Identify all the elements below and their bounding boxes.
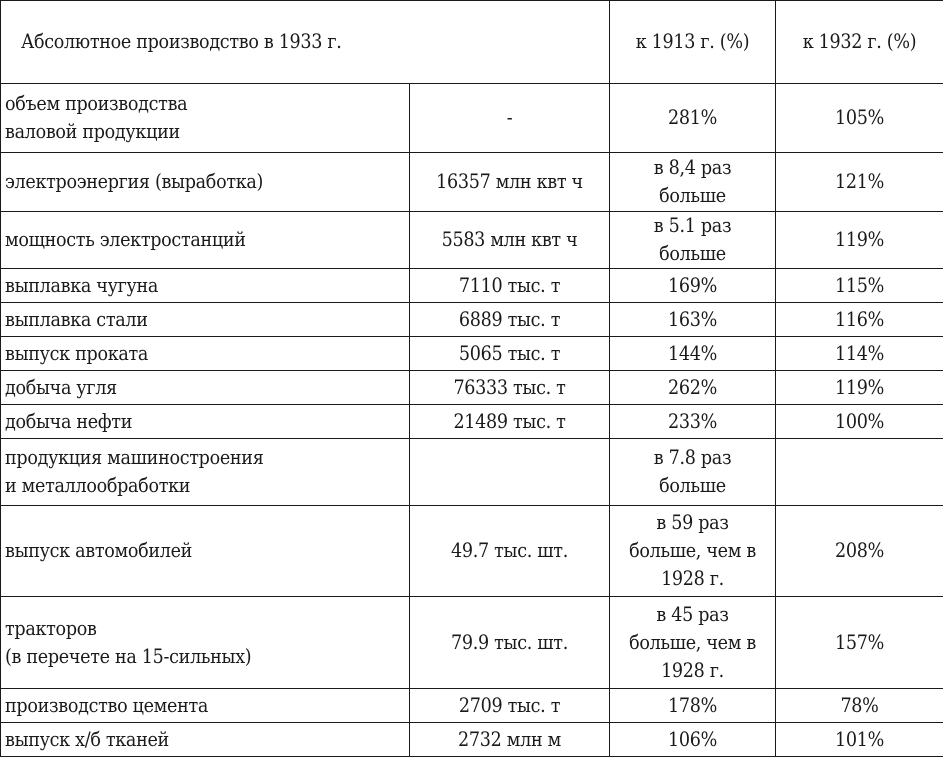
indicator-name: мощность электростанций — [1, 212, 410, 269]
indicator-name: продукция машиностроения и металлообработки — [1, 439, 410, 506]
header-absolute-production: Абсолютное производство в 1933 г. — [1, 1, 610, 84]
absolute-value: 7110 тыс. т — [410, 269, 610, 303]
table-row — [1, 153, 943, 212]
value-vs-1932 — [776, 439, 943, 506]
indicator-name: выпуск проката — [1, 337, 410, 371]
value-vs-1932: 121% — [776, 153, 943, 212]
value-vs-1932: 119% — [776, 371, 943, 405]
value-vs-1913: 106% — [610, 723, 776, 757]
table-row — [1, 303, 943, 337]
indicator-name: электроэнергия (выработка) — [1, 153, 410, 212]
indicator-name: добыча нефти — [1, 405, 410, 439]
indicator-name: выпуск автомобилей — [1, 506, 410, 597]
absolute-value: 2709 тыс. т — [410, 689, 610, 723]
value-vs-1913: в 5.1 раз больше — [610, 212, 776, 269]
absolute-value: 6889 тыс. т — [410, 303, 610, 337]
value-vs-1913: 281% — [610, 84, 776, 153]
value-vs-1913: 178% — [610, 689, 776, 723]
table-row — [1, 723, 943, 757]
value-vs-1932: 208% — [776, 506, 943, 597]
value-vs-1913: 163% — [610, 303, 776, 337]
header-vs-1913: к 1913 г. (%) — [610, 1, 776, 84]
indicator-name: производство цемента — [1, 689, 410, 723]
indicator-name: добыча угля — [1, 371, 410, 405]
value-vs-1932: 116% — [776, 303, 943, 337]
table-row — [1, 506, 943, 597]
table-row — [1, 212, 943, 269]
value-vs-1913: 233% — [610, 405, 776, 439]
value-vs-1913: в 59 раз больше, чем в 1928 г. — [610, 506, 776, 597]
value-vs-1913: 262% — [610, 371, 776, 405]
indicator-name: выпуск х/б тканей — [1, 723, 410, 757]
value-vs-1913: в 45 раз больше, чем в 1928 г. — [610, 597, 776, 689]
absolute-value: - — [410, 84, 610, 153]
value-vs-1913: в 7.8 раз больше — [610, 439, 776, 506]
absolute-value: 2732 млн м — [410, 723, 610, 757]
value-vs-1932: 78% — [776, 689, 943, 723]
value-vs-1913: 169% — [610, 269, 776, 303]
table-row — [1, 689, 943, 723]
value-vs-1932: 105% — [776, 84, 943, 153]
value-vs-1932: 157% — [776, 597, 943, 689]
indicator-name: выплавка стали — [1, 303, 410, 337]
absolute-value: 79.9 тыс. шт. — [410, 597, 610, 689]
absolute-value: 5583 млн квт ч — [410, 212, 610, 269]
value-vs-1932: 119% — [776, 212, 943, 269]
header-vs-1932: к 1932 г. (%) — [776, 1, 943, 84]
table-row — [1, 597, 943, 689]
value-vs-1932: 114% — [776, 337, 943, 371]
absolute-value: 49.7 тыс. шт. — [410, 506, 610, 597]
absolute-value: 76333 тыс. т — [410, 371, 610, 405]
table-row — [1, 439, 943, 506]
indicator-name: объем производства валовой продукции — [1, 84, 410, 153]
table-row — [1, 371, 943, 405]
header-row — [1, 1, 943, 84]
table-row — [1, 269, 943, 303]
value-vs-1932: 115% — [776, 269, 943, 303]
value-vs-1913: 144% — [610, 337, 776, 371]
absolute-value: 21489 тыс. т — [410, 405, 610, 439]
indicator-name: тракторов (в перечете на 15-сильных) — [1, 597, 410, 689]
indicator-name: выплавка чугуна — [1, 269, 410, 303]
absolute-value: 5065 тыс. т — [410, 337, 610, 371]
value-vs-1932: 100% — [776, 405, 943, 439]
value-vs-1913: в 8,4 раз больше — [610, 153, 776, 212]
table-row — [1, 84, 943, 153]
absolute-value — [410, 439, 610, 506]
table-row — [1, 405, 943, 439]
absolute-value: 16357 млн квт ч — [410, 153, 610, 212]
table-row — [1, 337, 943, 371]
value-vs-1932: 101% — [776, 723, 943, 757]
